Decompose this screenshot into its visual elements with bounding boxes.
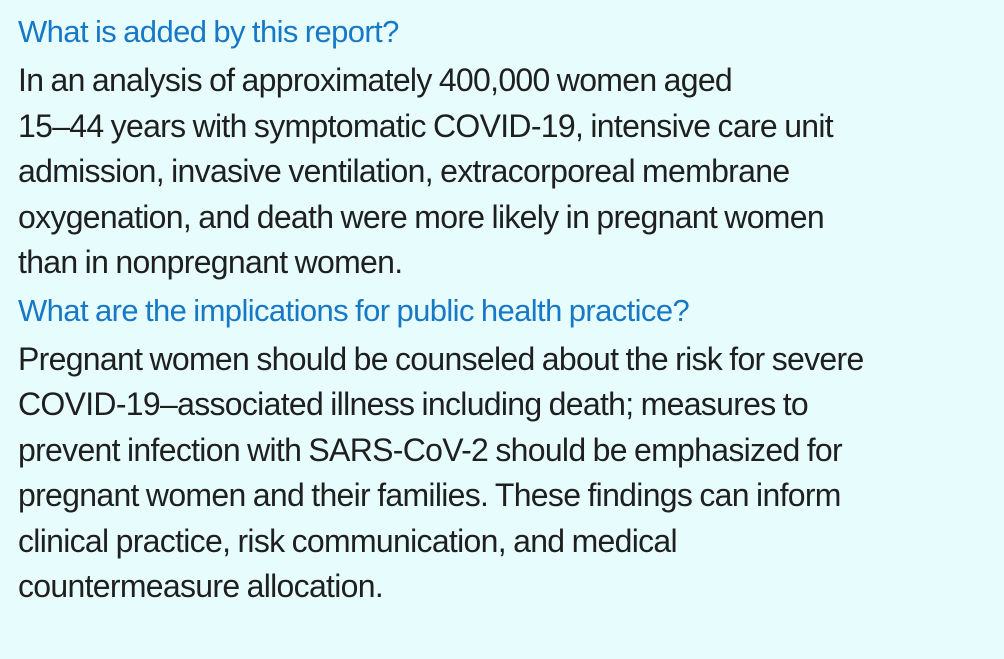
body-line: oxygenation, and death were more likely in pregnant women xyxy=(18,198,824,235)
body-line: pregnant women and their families. These findings can inform xyxy=(18,477,841,513)
body-line: than in nonpregnant women. xyxy=(18,244,403,280)
body-line: admission, invasive ventilation, extracorporeal membrane xyxy=(18,153,790,189)
body-line: In an analysis of approximately 400,000 women aged xyxy=(18,62,733,98)
section-heading-added: What is added by this report? xyxy=(18,14,399,49)
body-line: 15–44 years with symptomatic COVID-19, intensive care unit xyxy=(18,107,833,144)
section-body-added xyxy=(18,58,984,286)
body-line: countermeasure allocation. xyxy=(18,568,384,604)
body-line: prevent infection with SARS-CoV-2 should be emphasized for xyxy=(18,431,842,468)
section-body-implications xyxy=(18,337,984,610)
body-line: COVID-19–associated illness including death; measures to xyxy=(18,386,809,422)
section-heading-implications: What are the implications for public health practice? xyxy=(18,292,690,328)
body-line: Pregnant women should be counseled about the risk for severe xyxy=(18,340,864,377)
body-line: clinical practice, risk communication, and medical xyxy=(18,522,677,559)
